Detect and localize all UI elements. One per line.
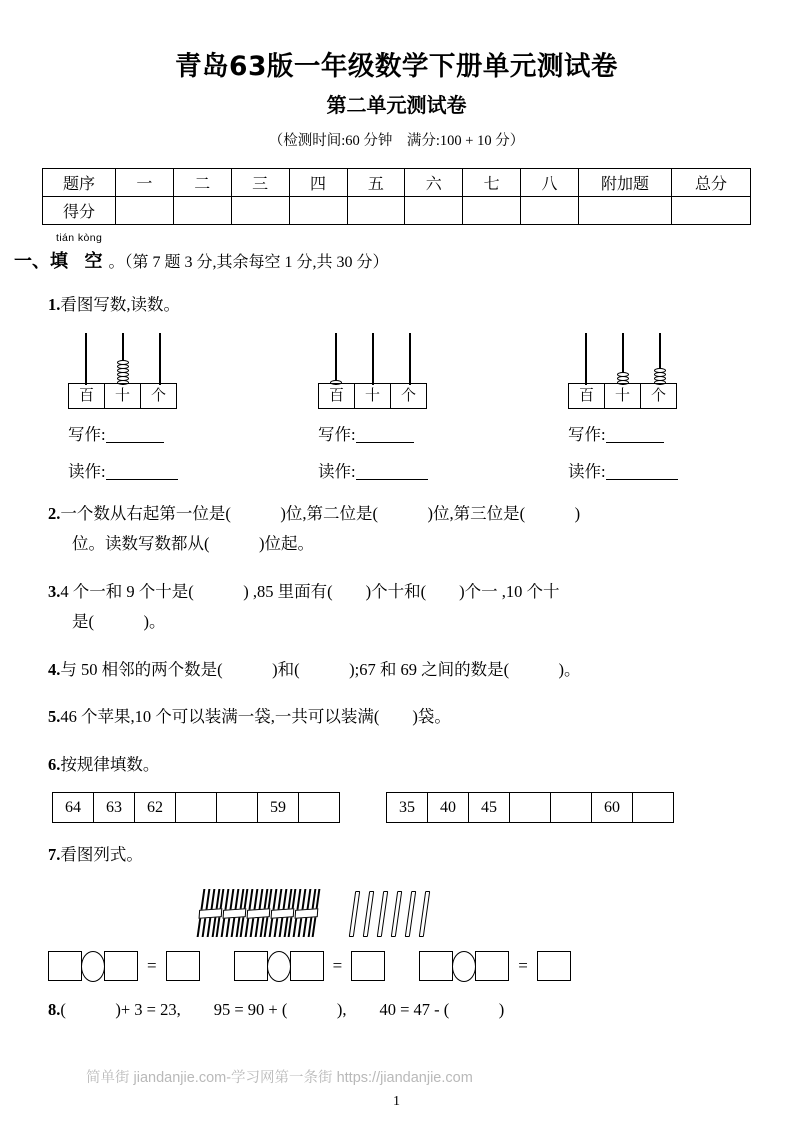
write-label-3: 写作: [568,424,606,444]
score-table [42,168,751,225]
seq2-cell-1[interactable]: 35 [387,793,428,823]
equation-1-operator-circle[interactable] [81,951,105,982]
question-6 [48,750,793,781]
question-7-number: 7. [48,845,61,865]
abacus-rods-2 [318,333,428,385]
abacus-rods-1 [68,333,178,385]
equation-1-equals-sign: = [147,956,157,976]
write-answer-row [30,421,793,445]
seq1-cell-5[interactable] [217,793,258,823]
section-pinyin: tián kòng [56,232,103,245]
question-3-line-2: 是( )。 [72,612,166,632]
read-blank-1[interactable] [106,464,178,480]
write-answer-cell-1 [30,421,280,445]
question-1-number: 1. [48,295,61,315]
seq1-cell-1[interactable]: 64 [53,793,94,823]
section-title: 填 空 [50,251,109,272]
equation-2-equals-sign: = [332,956,343,976]
write-blank-2[interactable] [356,427,414,443]
page-subtitle: 第二单元测试卷 [326,93,467,118]
stick-icon [391,891,402,937]
question-4-text: 与 50 相邻的两个数是( )和( );67 和 69 之间的数是( )。 [60,659,581,679]
equation-template-3 [419,951,571,982]
place-label-ones: 个 [150,387,166,404]
score-col-header-4: 四 [289,169,347,197]
read-blank-2[interactable] [356,464,428,480]
sticks-figure [200,885,793,937]
score-cell-7[interactable] [463,197,521,225]
equation-template-1 [48,951,200,982]
loose-stick-group [352,891,436,937]
sequence-table-2 [386,792,674,823]
stick-icon [405,891,416,937]
abacus-rods-3 [568,333,678,385]
stick-icon [349,891,360,937]
score-cell-total[interactable] [672,197,751,225]
question-4 [48,655,793,686]
seq1-cell-2[interactable]: 63 [94,793,135,823]
equation-3-operand-1-box[interactable] [419,951,453,981]
write-blank-1[interactable] [106,427,164,443]
abacus-icon-3 [568,333,678,408]
abacus-icon-2 [318,333,428,408]
stick-bundle-icon [221,889,249,937]
equation-template-row [48,951,793,982]
abacus-rod-hundreds [585,333,587,385]
sequence-table-1 [52,792,340,823]
write-label-1: 写作: [68,424,106,444]
question-6-number: 6. [48,754,61,774]
abacus-rod-tens [372,333,374,385]
score-col-header-7: 七 [463,169,521,197]
question-2-number: 2. [48,503,61,523]
score-col-header-6: 六 [405,169,463,197]
seq2-cell-4[interactable] [510,793,551,823]
write-blank-3[interactable] [606,427,664,443]
read-answer-cell-2 [280,458,530,482]
place-label-hundreds: 百 [569,384,605,408]
write-answer-cell-3 [530,421,780,445]
sequence-tables-gap [340,792,386,823]
question-2 [48,499,793,560]
score-cell-5[interactable] [347,197,405,225]
read-label-2: 读作: [318,461,356,481]
read-label-1: 读作: [68,461,106,481]
stick-bundle-icon [245,889,273,937]
read-blank-3[interactable] [606,464,678,480]
stick-bundle-icon [293,889,321,937]
equation-1-result-box[interactable] [166,951,200,981]
stick-bundle-icon [269,889,297,937]
score-col-header-total: 总分 [672,169,751,197]
question-5-number: 5. [48,707,61,727]
equation-1-operand-2-box[interactable] [104,951,138,981]
write-read-answer-area [0,421,793,482]
abacus-cell-1 [30,333,280,408]
bundle-tie-icon [271,908,295,919]
question-7-text: 看图列式。 [60,845,143,865]
write-label-2: 写作: [318,424,356,444]
question-3 [48,577,793,638]
score-col-header-5: 五 [347,169,405,197]
seq2-cell-3[interactable]: 45 [469,793,510,823]
place-label-tens: 十 [105,384,141,408]
abacus-figure-row [0,333,793,408]
question-5-text: 46 个苹果,10 个可以装满一袋,一共可以装满( )袋。 [60,707,451,727]
abacus-cell-2 [280,333,530,408]
question-4-number: 4. [48,659,61,679]
exam-meta: （检测时间:60 分钟 满分:100 + 10 分） [268,133,525,150]
question-5 [48,702,793,733]
score-col-header-1: 一 [116,169,174,197]
write-answer-cell-2 [280,421,530,445]
read-answer-cell-1 [30,458,280,482]
equation-3-equals-sign: = [518,956,528,976]
watermark-text: 简单街 jiandanjie.com-学习网第一条街 https://jiandanjie.com [86,1070,473,1086]
abacus-place-labels-2 [318,383,427,409]
section-marker: 一、 [14,251,50,272]
question-2-line-2: 位。读数写数都从( )位起。 [72,534,314,554]
equation-1-operand-1-box[interactable] [48,951,82,981]
score-cell-bonus[interactable] [579,197,672,225]
seq2-cell-7[interactable] [633,793,674,823]
table-row-scores [43,197,751,225]
question-7 [48,840,793,871]
row-label-score: 得分 [43,197,116,225]
score-col-header-3: 三 [231,169,289,197]
stick-icon [363,891,374,937]
equation-template-2 [234,951,386,982]
abacus-rod-ones [409,333,411,385]
seq2-cell-2[interactable]: 40 [428,793,469,823]
place-label-hundreds: 百 [69,384,105,408]
abacus-place-labels-1 [68,383,177,409]
stick-bundle-group [200,889,320,937]
seq1-cell-4[interactable] [176,793,217,823]
bundle-tie-icon [199,908,223,919]
equation-2-operand-2-box[interactable] [290,951,324,981]
question-8-text: ( )+ 3 = 23, 95 = 90 + ( ), 40 = 47 - ( ) [60,999,505,1019]
equation-2-operator-circle[interactable] [267,951,291,982]
bundle-tie-icon [247,908,271,919]
question-6-text: 按规律填数。 [60,754,160,774]
place-label-ones: 个 [400,387,416,404]
stick-bundle-icon [197,889,225,937]
question-1 [48,290,793,321]
score-cell-6[interactable] [405,197,463,225]
equation-3-operand-2-box[interactable] [475,951,509,981]
score-cell-1[interactable] [116,197,174,225]
equation-3-operator-circle[interactable] [452,951,476,982]
section-heading-fill-in-blanks [14,232,793,273]
seq2-cell-5[interactable] [551,793,592,823]
bundle-tie-icon [223,908,247,919]
score-col-header-2: 二 [173,169,231,197]
seq1-cell-3[interactable]: 62 [135,793,176,823]
abacus-rod-hundreds [85,333,87,385]
table-row-question-numbers [43,169,751,197]
abacus-beads-tens [116,361,129,385]
seq1-cell-6[interactable]: 59 [258,793,299,823]
question-3-line-1: 4 个一和 9 个十是( ) ,85 里面有( )个十和( )个一 ,10 个十 [60,581,560,601]
read-answer-cell-3 [530,458,780,482]
sequence-tables-wrapper [52,792,793,823]
seq2-cell-6[interactable]: 60 [592,793,633,823]
read-label-3: 读作: [568,461,606,481]
section-note: 。（第 7 题 3 分,其余每空 1 分,共 30 分） [108,254,389,272]
row-label-question: 题序 [43,169,116,197]
place-label-hundreds: 百 [319,384,355,408]
score-col-header-8: 八 [521,169,579,197]
question-2-line-1: 一个数从右起第一位是( )位,第二位是( )位,第三位是( ) [60,503,581,523]
stick-icon [377,891,388,937]
abacus-rod-ones [159,333,161,385]
score-cell-2[interactable] [173,197,231,225]
place-label-tens: 十 [355,384,391,408]
score-cell-4[interactable] [289,197,347,225]
table-row [387,793,674,823]
page-number: 1 [393,1094,400,1109]
score-table-wrapper [42,168,751,225]
place-label-ones: 个 [650,387,666,404]
score-cell-8[interactable] [521,197,579,225]
question-8-number: 8. [48,999,61,1019]
page-title: 青岛63版一年级数学下册单元测试卷 [175,51,618,82]
score-col-header-bonus: 附加题 [579,169,672,197]
abacus-cell-3 [530,333,780,408]
equation-3-result-box[interactable] [537,951,571,981]
question-8 [48,996,793,1020]
abacus-icon-1 [68,333,178,408]
question-1-text: 看图写数,读数。 [60,295,180,315]
question-3-number: 3. [48,581,61,601]
abacus-place-labels-3 [568,383,677,409]
table-row [53,793,340,823]
equation-2-result-box[interactable] [351,951,385,981]
seq1-cell-7[interactable] [299,793,340,823]
score-cell-3[interactable] [231,197,289,225]
stick-icon [419,891,430,937]
equation-2-operand-1-box[interactable] [234,951,268,981]
read-answer-row [30,458,793,482]
place-label-tens: 十 [605,384,641,408]
abacus-rod-hundreds [335,333,337,385]
bundle-tie-icon [295,908,319,919]
